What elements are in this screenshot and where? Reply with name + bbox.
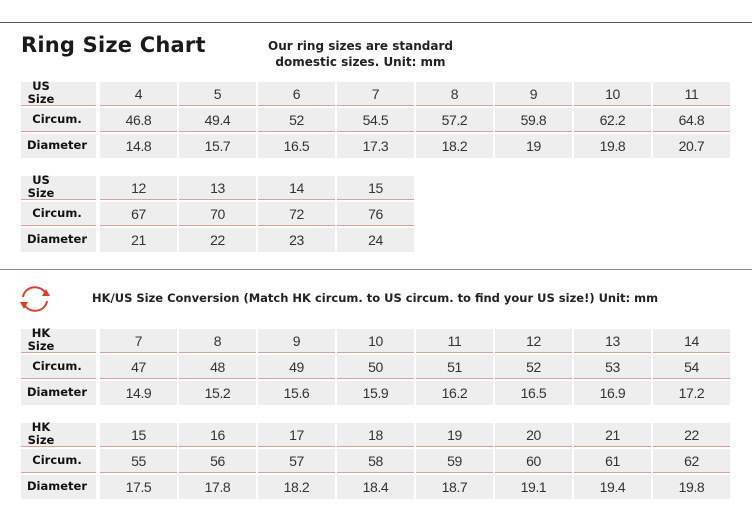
row-label: Diameter: [27, 479, 87, 493]
size-cell: 14: [258, 176, 335, 200]
circum-cell: 67: [100, 202, 177, 226]
diameter-cell: 14.9: [100, 381, 177, 405]
diameter-cell: 21: [100, 228, 177, 252]
size-cell: 11: [653, 82, 730, 106]
circum-cell: 70: [179, 202, 256, 226]
size-cell: 7: [337, 82, 414, 106]
circum-cell: 59.8: [495, 108, 572, 132]
circum-cell: 56: [179, 449, 256, 473]
row-label: Diameter: [27, 138, 87, 152]
size-row: [21, 79, 721, 106]
circum-cell: 49: [258, 355, 335, 379]
row-label: US Size: [27, 79, 55, 106]
size-cell: 16: [179, 423, 256, 447]
row-label: US Size: [27, 173, 55, 200]
diameter-cell: 18.2: [258, 475, 335, 499]
circum-row: [21, 449, 721, 473]
circum-cell: 55: [100, 449, 177, 473]
circum-cell: 57.2: [416, 108, 493, 132]
page-title: Ring Size Chart: [21, 33, 206, 57]
diameter-cell: 20.7: [653, 134, 730, 158]
diameter-cell: 18.2: [416, 134, 493, 158]
diameter-cell: 19.8: [653, 475, 730, 499]
size-cell: 18: [337, 423, 414, 447]
circum-cell: 60: [495, 449, 572, 473]
row-label: Diameter: [27, 232, 87, 246]
size-cell: 5: [179, 82, 256, 106]
circum-row: [21, 355, 721, 379]
size-cell: 15: [337, 176, 414, 200]
diameter-cell: 16.2: [416, 381, 493, 405]
circum-cell: 57: [258, 449, 335, 473]
size-cell: 15: [100, 423, 177, 447]
size-cell: 20: [495, 423, 572, 447]
circum-cell: 52: [258, 108, 335, 132]
circum-cell: 76: [337, 202, 414, 226]
diameter-cell: 15.7: [179, 134, 256, 158]
size-cell: 13: [179, 176, 256, 200]
diameter-cell: 16.9: [574, 381, 651, 405]
size-cell: 10: [337, 329, 414, 353]
diameter-cell: 22: [179, 228, 256, 252]
circum-cell: 59: [416, 449, 493, 473]
diameter-cell: 19: [495, 134, 572, 158]
circum-cell: 62.2: [574, 108, 651, 132]
circum-cell: 61: [574, 449, 651, 473]
size-cell: 8: [416, 82, 493, 106]
diameter-cell: 23: [258, 228, 335, 252]
circum-row: [21, 108, 721, 132]
diameter-cell: 17.2: [653, 381, 730, 405]
circum-cell: 58: [337, 449, 414, 473]
diameter-cell: 17.8: [179, 475, 256, 499]
diameter-cell: 19.1: [495, 475, 572, 499]
diameter-cell: 15.2: [179, 381, 256, 405]
diameter-cell: 14.8: [100, 134, 177, 158]
size-cell: 6: [258, 82, 335, 106]
circum-cell: 47: [100, 355, 177, 379]
row-label: Diameter: [27, 385, 87, 399]
diameter-cell: 16.5: [258, 134, 335, 158]
circum-cell: 48: [179, 355, 256, 379]
row-label: HK Size: [27, 326, 55, 353]
circum-cell: 72: [258, 202, 335, 226]
diameter-row: [21, 475, 721, 499]
circum-cell: 49.4: [179, 108, 256, 132]
size-cell: 19: [416, 423, 493, 447]
circum-cell: 54.5: [337, 108, 414, 132]
page-subtitle: [258, 38, 463, 70]
row-label: Circum.: [32, 453, 82, 467]
size-cell: 9: [495, 82, 572, 106]
size-cell: 8: [179, 329, 256, 353]
diameter-row: [21, 228, 721, 252]
circum-cell: 51: [416, 355, 493, 379]
size-row: [21, 326, 721, 353]
diameter-cell: 18.7: [416, 475, 493, 499]
size-cell: 12: [100, 176, 177, 200]
diameter-row: [21, 134, 721, 158]
circum-cell: 64.8: [653, 108, 730, 132]
conversion-heading: HK/US Size Conversion (Match HK circum. to US circum. to find your US size!) Unit: mm: [92, 291, 659, 305]
section-divider: [0, 269, 752, 270]
circum-cell: 62: [653, 449, 730, 473]
size-cell: 10: [574, 82, 651, 106]
diameter-cell: 19.8: [574, 134, 651, 158]
circum-row: [21, 202, 721, 226]
subtitle-line: Our ring sizes are standard: [268, 39, 453, 53]
subtitle-line: domestic sizes. Unit: mm: [275, 55, 446, 69]
size-cell: 21: [574, 423, 651, 447]
row-label: Circum.: [32, 359, 82, 373]
size-cell: 13: [574, 329, 651, 353]
size-cell: 22: [653, 423, 730, 447]
diameter-cell: 15.9: [337, 381, 414, 405]
size-cell: 7: [100, 329, 177, 353]
size-row: [21, 420, 721, 447]
row-label: HK Size: [27, 420, 55, 447]
row-label: Circum.: [32, 112, 82, 126]
row-label: Circum.: [32, 206, 82, 220]
diameter-cell: 15.6: [258, 381, 335, 405]
circum-cell: 50: [337, 355, 414, 379]
circular-arrows-icon: [17, 284, 53, 314]
circum-cell: 46.8: [100, 108, 177, 132]
circum-cell: 53: [574, 355, 651, 379]
top-divider: [0, 22, 752, 23]
diameter-row: [21, 381, 721, 405]
diameter-cell: 24: [337, 228, 414, 252]
size-cell: 11: [416, 329, 493, 353]
diameter-cell: 17.3: [337, 134, 414, 158]
diameter-cell: 17.5: [100, 475, 177, 499]
size-row: [21, 173, 721, 200]
size-cell: 4: [100, 82, 177, 106]
diameter-cell: 18.4: [337, 475, 414, 499]
diameter-cell: 19.4: [574, 475, 651, 499]
diameter-cell: 16.5: [495, 381, 572, 405]
size-cell: 17: [258, 423, 335, 447]
size-cell: 9: [258, 329, 335, 353]
size-cell: 12: [495, 329, 572, 353]
size-cell: 14: [653, 329, 730, 353]
circum-cell: 52: [495, 355, 572, 379]
circum-cell: 54: [653, 355, 730, 379]
